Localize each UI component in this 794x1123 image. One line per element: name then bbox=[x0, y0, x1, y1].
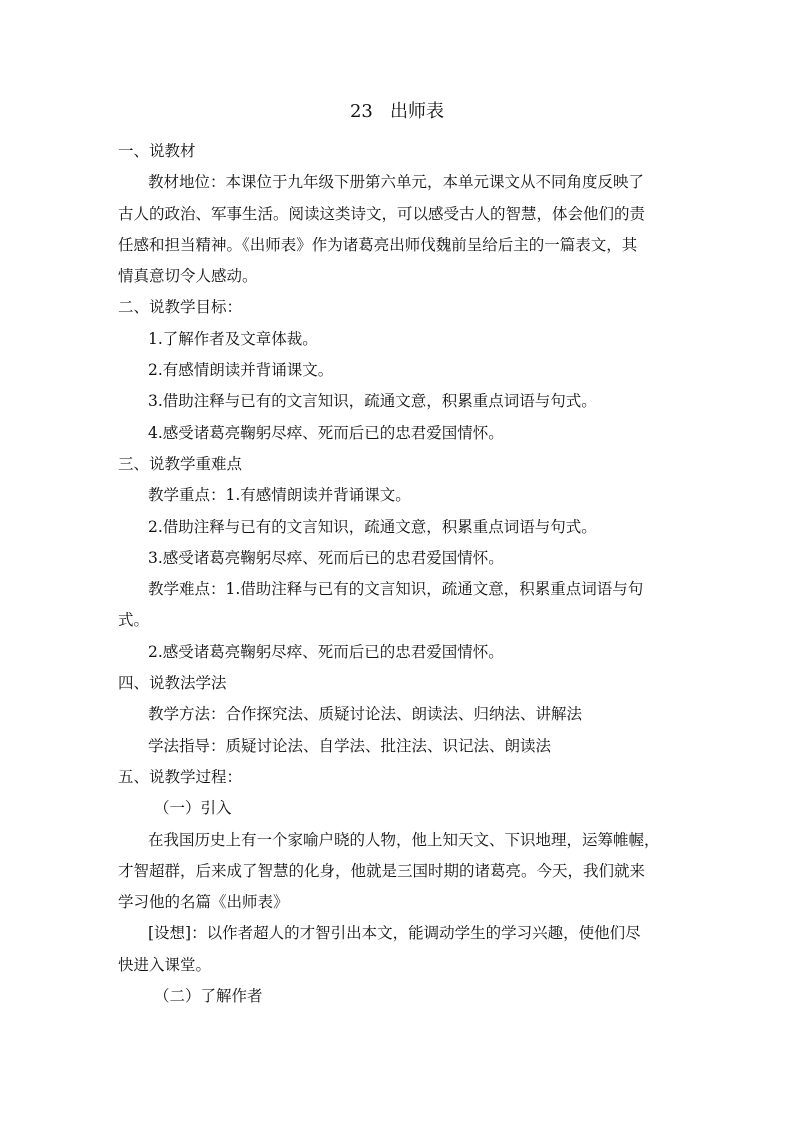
list-item: 2.感受诸葛亮鞠躬尽瘁、死而后已的忠君爱国情怀。 bbox=[148, 642, 504, 661]
list-item: 3.借助注释与已有的文言知识，疏通文意，积累重点词语与句式。 bbox=[148, 392, 597, 411]
section-heading-methods: 四、说教法学法 bbox=[118, 674, 227, 693]
paragraph-line: 式。 bbox=[118, 611, 150, 630]
list-item: 3.感受诸葛亮鞠躬尽瘁、死而后已的忠君爱国情怀。 bbox=[148, 548, 504, 567]
list-item: 2.有感情朗读并背诵课文。 bbox=[148, 361, 334, 380]
subsection-heading-author: （二）了解作者 bbox=[154, 987, 263, 1006]
section-heading-key-points: 三、说教学重难点 bbox=[118, 454, 243, 473]
paragraph-line: 教材地位：本课位于九年级下册第六单元，本单元课文从不同角度反映了 bbox=[148, 173, 645, 192]
paragraph-line: 学习他的名篇《出师表》 bbox=[118, 893, 289, 912]
document-body bbox=[118, 136, 678, 1012]
paragraph-line: 才智超群，后来成了智慧的化身，他就是三国时期的诸葛亮。今天，我们就来 bbox=[118, 861, 646, 880]
document-title: 23 出师表 bbox=[349, 101, 445, 122]
section-heading-process: 五、说教学过程： bbox=[118, 767, 243, 786]
paragraph-line: 在我国历史上有一个家喻户晓的人物，他上知天文、下识地理，运筹帷幄， bbox=[148, 830, 660, 849]
paragraph-line: 任感和担当精神。《出师表》作为诸葛亮出师伐魏前呈给后主的一篇表文，其 bbox=[118, 235, 638, 254]
list-item: 2.借助注释与已有的文言知识，疏通文意，积累重点词语与句式。 bbox=[148, 517, 597, 536]
paragraph-line: [设想]：以作者超人的才智引出本文，能调动学生的学习兴趣，使他们尽 bbox=[148, 924, 641, 943]
paragraph-line: 教学方法：合作探究法、质疑讨论法、朗读法、归纳法、讲解法 bbox=[148, 705, 583, 724]
paragraph-line: 学法指导：质疑讨论法、自学法、批注法、识记法、朗读法 bbox=[148, 736, 552, 755]
paragraph-line: 教学重点：1.有感情朗读并背诵课文。 bbox=[148, 486, 411, 505]
paragraph-line: 古人的政治、军事生活。阅读这类诗文，可以感受古人的智慧，体会他们的责 bbox=[118, 204, 646, 223]
paragraph-line: 情真意切令人感动。 bbox=[118, 267, 258, 286]
section-heading-objectives: 二、说教学目标： bbox=[118, 298, 243, 317]
section-heading-textbook: 一、说教材 bbox=[118, 142, 196, 160]
subsection-heading-intro: （一）引入 bbox=[154, 799, 232, 818]
list-item: 1.了解作者及文章体裁。 bbox=[148, 329, 318, 348]
paragraph-line: 快进入课堂。 bbox=[118, 955, 212, 974]
list-item: 4.感受诸葛亮鞠躬尽瘁、死而后已的忠君爱国情怀。 bbox=[148, 423, 504, 442]
paragraph-line: 教学难点：1.借助注释与已有的文言知识，疏通文意，积累重点词语与句 bbox=[148, 580, 644, 599]
